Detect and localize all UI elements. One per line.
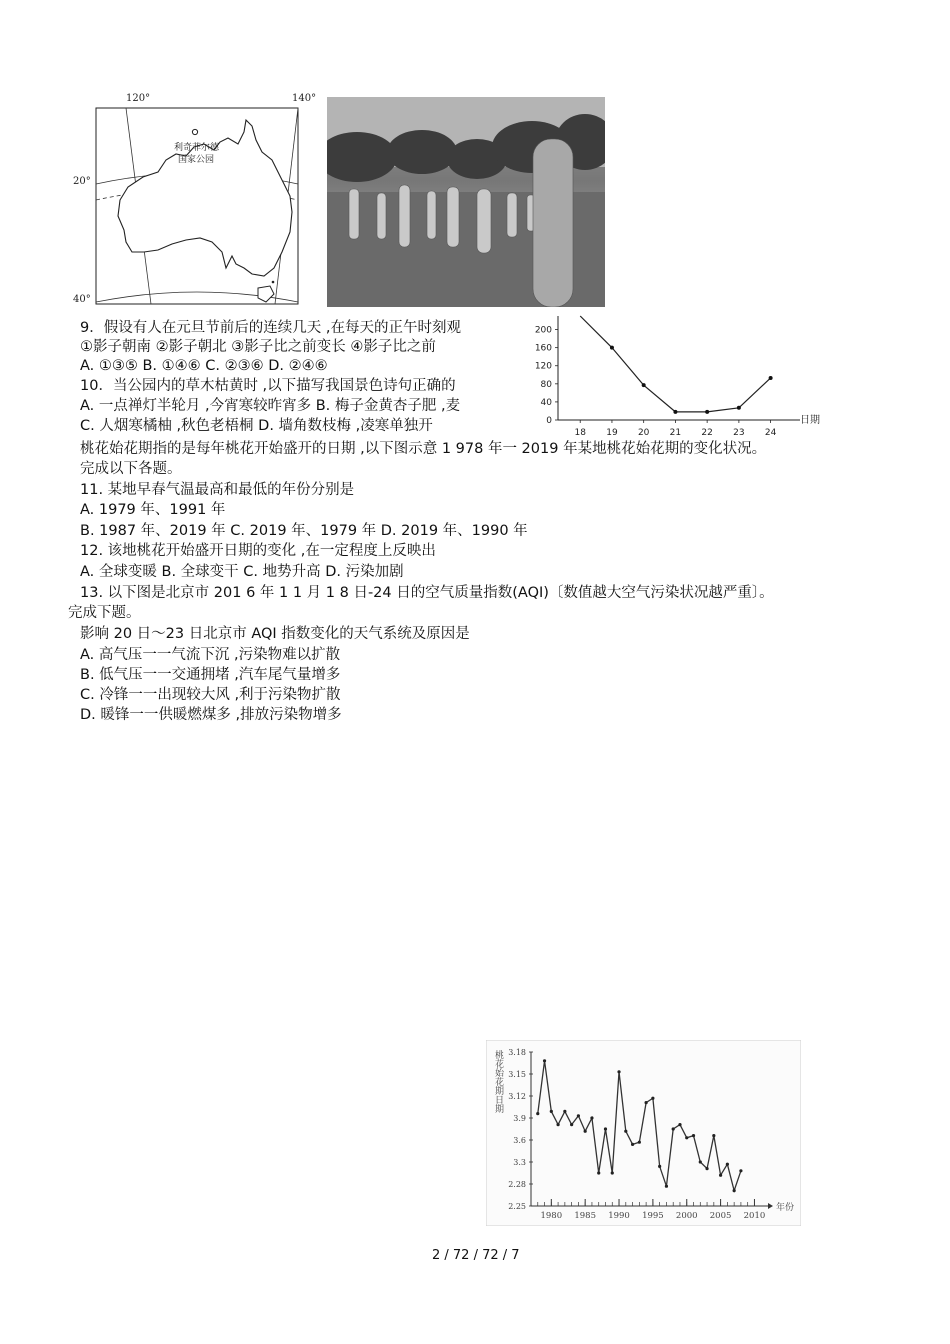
aqi-x-tick-label: 21 bbox=[669, 428, 682, 438]
aqi-y-tick-label: 0 bbox=[546, 416, 552, 426]
peach-y-tick-label: 2.25 bbox=[508, 1202, 526, 1211]
aqi-x-tick-label: 18 bbox=[574, 428, 586, 438]
intro-line-1: 桃花始花期指的是每年桃花开始盛开的日期 ,以下图示意 1 978 年一 2019 年某地桃花始花期的变化状况。 bbox=[80, 441, 767, 457]
q13-option-a: A. 高气压一一气流下沉 ,污染物难以扩散 bbox=[80, 647, 341, 663]
lon-label-140: 140° bbox=[292, 93, 317, 104]
q10-stem: 10．当公园内的草木枯黄时 ,以下描写我国景色诗句正确的 bbox=[80, 378, 456, 394]
q11-option-a: A. 1979 年、1991 年 bbox=[80, 502, 226, 518]
peach-y-tick-label: 3.6 bbox=[513, 1136, 526, 1145]
q13-stem: 13. 以下图是北京市 201 6 年 1 1 月 1 8 日-24 日的空气质量指数(AQI)〔数值越大空气污染状况越严重〕。 bbox=[80, 585, 774, 601]
peach-data-point bbox=[658, 1165, 661, 1168]
q9-options: A. ①③⑤ B. ①④⑥ C. ②③⑥ D. ②④⑥ bbox=[80, 358, 328, 374]
peach-data-point bbox=[584, 1130, 587, 1133]
aqi-data-point bbox=[642, 383, 646, 387]
intro-line-2: 完成以下各题。 bbox=[80, 461, 182, 477]
aqi-data-point bbox=[610, 346, 614, 350]
aqi-x-tick-label: 22 bbox=[701, 428, 713, 438]
peach-x-tick-label: 2005 bbox=[709, 1211, 732, 1221]
peach-chart-frame bbox=[486, 1040, 801, 1226]
aqi-line-chart bbox=[528, 312, 828, 442]
aqi-y-tick-label: 40 bbox=[540, 397, 552, 408]
peach-data-point bbox=[692, 1134, 695, 1137]
peach-data-point bbox=[739, 1169, 742, 1172]
peach-data-point bbox=[597, 1171, 600, 1174]
q9-items: ①影子朝南 ②影子朝北 ③影子比之前变长 ④影子比之前 bbox=[80, 339, 436, 355]
peach-data-point bbox=[590, 1116, 593, 1119]
lat-label-20: 20° bbox=[73, 176, 91, 187]
photo-drawing bbox=[327, 97, 605, 307]
peach-data-point bbox=[550, 1110, 553, 1113]
peach-x-tick-label: 1985 bbox=[574, 1211, 596, 1221]
peach-data-point bbox=[712, 1134, 715, 1137]
peach-y-tick-label: 2.28 bbox=[508, 1180, 526, 1189]
peach-data-point bbox=[536, 1112, 539, 1115]
q12-options: A. 全球变暖 B. 全球变干 C. 地势升高 D. 污染加剧 bbox=[80, 564, 404, 580]
peach-data-point bbox=[617, 1070, 620, 1073]
peach-data-point bbox=[726, 1163, 729, 1166]
peach-y-tick-label: 3.18 bbox=[508, 1048, 526, 1057]
peach-data-point bbox=[645, 1101, 648, 1104]
peach-data-point bbox=[577, 1114, 580, 1117]
peach-data-point bbox=[705, 1167, 708, 1170]
peach-data-point bbox=[678, 1123, 681, 1126]
q13-option-c: C. 冷锋一一出现较大风 ,利于污染物扩散 bbox=[80, 687, 341, 703]
peach-y-tick-label: 3.3 bbox=[513, 1158, 526, 1167]
q13-continuation: 完成下题。 bbox=[68, 605, 141, 621]
peach-x-tick-label: 1990 bbox=[608, 1211, 630, 1221]
peach-data-point bbox=[556, 1123, 559, 1126]
aqi-data-point bbox=[769, 376, 773, 380]
aqi-x-tick-label: 23 bbox=[733, 428, 745, 438]
peach-data-point bbox=[570, 1123, 573, 1126]
peach-data-point bbox=[665, 1185, 668, 1188]
park-label-line2: 国家公园 bbox=[178, 155, 215, 165]
peach-x-tick-label: 2010 bbox=[743, 1211, 766, 1221]
aqi-data-point bbox=[705, 410, 709, 414]
peach-data-point bbox=[563, 1110, 566, 1113]
aqi-y-tick-label: 120 bbox=[534, 361, 552, 372]
lat-label-40: 40° bbox=[73, 294, 91, 305]
peach-data-point bbox=[624, 1130, 627, 1133]
peach-y-tick-label: 3.12 bbox=[508, 1092, 526, 1101]
page-number: 2 / 72 / 72 / 7 bbox=[432, 1248, 520, 1263]
q13-option-d: D. 暖锋一一供暖燃煤多 ,排放污染物增多 bbox=[80, 707, 342, 723]
peach-x-axis-label: 年份 bbox=[776, 1203, 795, 1213]
q12-stem: 12. 该地桃花开始盛开日期的变化 ,在一定程度上反映出 bbox=[80, 543, 436, 559]
q10-options-cd: C. 人烟寒橘柚 ,秋色老梧桐 D. 墙角数枝梅 ,凌寒单独开 bbox=[80, 418, 433, 434]
peach-y-axis-label: 桃花始花期日期 bbox=[493, 1050, 503, 1113]
q11-stem: 11. 某地早春气温最高和最低的年份分别是 bbox=[80, 482, 355, 498]
peach-x-tick-label: 2000 bbox=[675, 1211, 698, 1221]
peach-y-tick-label: 3.15 bbox=[508, 1070, 526, 1079]
aqi-y-tick-label: 80 bbox=[540, 379, 552, 390]
aqi-x-tick-label: 19 bbox=[606, 428, 618, 438]
peach-data-point bbox=[651, 1097, 654, 1100]
aqi-data-point bbox=[737, 406, 741, 410]
peach-data-point bbox=[685, 1136, 688, 1139]
peach-data-point bbox=[611, 1171, 614, 1174]
peach-data-point bbox=[699, 1160, 702, 1163]
aqi-y-tick-label: 200 bbox=[534, 325, 552, 336]
peach-data-point bbox=[543, 1059, 546, 1062]
aqi-series-line bbox=[580, 316, 770, 412]
lon-label-120: 120° bbox=[126, 93, 151, 104]
peach-x-tick-label: 1995 bbox=[642, 1211, 664, 1221]
aqi-data-point bbox=[673, 410, 677, 414]
q9-stem: 9．假设有人在元旦节前后的连续几天 ,在每天的正午时刻观 bbox=[80, 320, 461, 336]
q13-question: 影响 20 日～23 日北京市 AQI 指数变化的天气系统及原因是 bbox=[80, 626, 470, 642]
peach-data-point bbox=[631, 1143, 634, 1146]
aqi-x-tick-label: 24 bbox=[764, 428, 777, 438]
peach-y-tick-label: 3.9 bbox=[513, 1114, 526, 1123]
peach-data-point bbox=[604, 1127, 607, 1130]
peach-data-point bbox=[733, 1189, 736, 1192]
q11-options-bcd: B. 1987 年、2019 年 C. 2019 年、1979 年 D. 2019 年、1990 年 bbox=[80, 523, 528, 539]
q13-option-b: B. 低气压一一交通拥堵 ,汽车尾气量增多 bbox=[80, 667, 341, 683]
park-label-line1: 利奇菲尔德 bbox=[174, 143, 220, 153]
australia-map bbox=[68, 92, 326, 314]
peach-blossom-chart bbox=[486, 1040, 801, 1226]
aqi-y-tick-label: 160 bbox=[534, 343, 552, 354]
peach-x-tick-label: 1980 bbox=[540, 1211, 563, 1221]
termite-mound-photo bbox=[327, 97, 605, 307]
aqi-x-tick-label: 20 bbox=[637, 428, 650, 438]
q10-options-ab: A. 一点禅灯半轮月 ,今宵寒较昨宵多 B. 梅子金黄杏子肥 ,麦 bbox=[80, 398, 461, 414]
peach-data-point bbox=[638, 1141, 641, 1144]
peach-data-point bbox=[719, 1174, 722, 1177]
aqi-x-axis-label: 日期 bbox=[800, 415, 820, 426]
peach-data-point bbox=[672, 1127, 675, 1130]
